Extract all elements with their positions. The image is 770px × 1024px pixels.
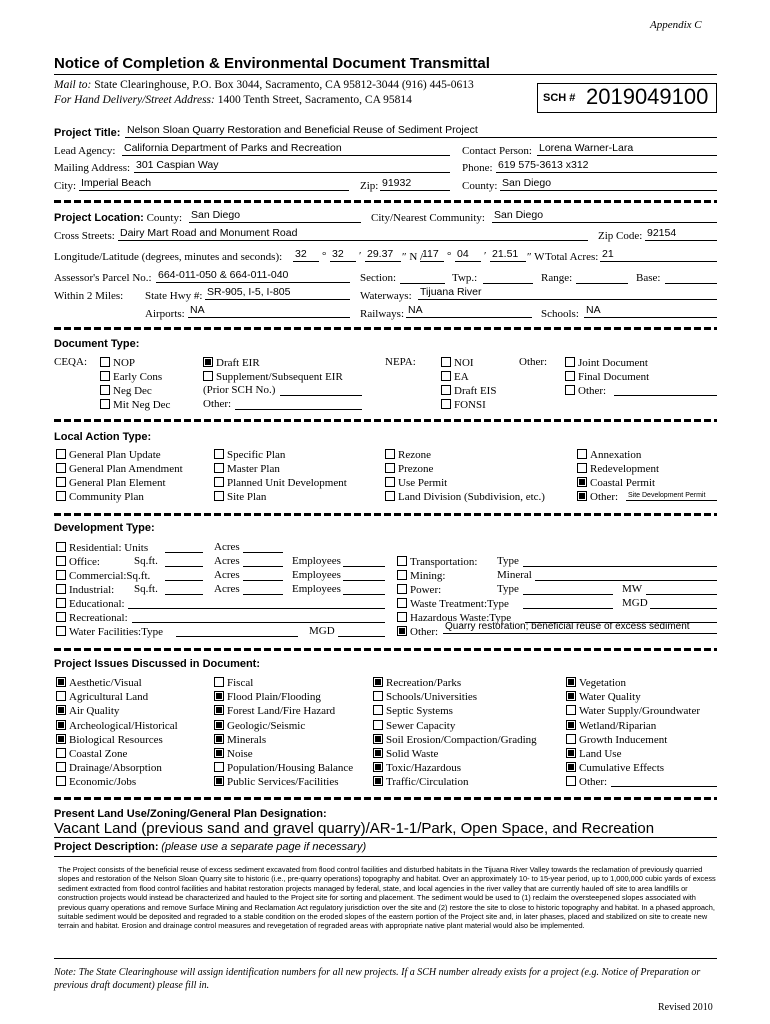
issue-label: Vegetation <box>579 677 627 689</box>
mitneg-option[interactable]: Mit Neg Dec <box>100 399 170 411</box>
sec-w: ″ W <box>527 251 545 263</box>
note-text: Note: The State Clearinghouse will assign identification numbers for all new projects. If a SCH number already exists for a project (e.g. Notice of Preparation or previous draft document) please fill in. <box>54 967 701 991</box>
dev-mineral-label: Mineral <box>497 569 532 581</box>
lead-agency-field[interactable]: California Department of Parks and Recreation <box>122 143 450 156</box>
checkbox[interactable] <box>566 677 576 687</box>
drafteir-option[interactable]: Draft EIR <box>203 357 260 369</box>
mailing-label: Mailing Address: <box>54 162 131 174</box>
description-heading: Project Description: (please use a separate page if necessary) <box>54 841 367 853</box>
issue-label: Water Supply/Groundwater <box>579 705 700 718</box>
landuse-label: Present Land Use/Zoning/General Plan Designation: <box>54 808 327 820</box>
description-rule <box>54 856 717 857</box>
dev-recreational[interactable]: Recreational: <box>56 612 128 624</box>
issue-label: Population/Housing Balance <box>227 762 354 775</box>
local-action-label: Local Action Type: <box>54 431 152 443</box>
title-rule <box>54 74 717 75</box>
phone-label: Phone: <box>462 162 493 174</box>
zip-label: Zip: <box>360 180 379 192</box>
acres-label: Total Acres: <box>545 251 599 263</box>
la-use-permit[interactable]: Use Permit <box>385 477 447 489</box>
la-rezone[interactable]: Rezone <box>385 449 431 461</box>
drafteis-option[interactable]: Draft EIS <box>441 385 496 397</box>
issue-noise[interactable] <box>214 748 253 760</box>
issue-water-quality[interactable] <box>566 691 641 703</box>
hwy-field[interactable]: SR-905, I-5, I-805 <box>205 287 350 300</box>
doc-type-label: Document Type: <box>54 338 140 350</box>
issue-geologic-seismic[interactable] <box>214 720 305 732</box>
dev-office-acres-field[interactable] <box>243 566 283 567</box>
base-label: Base: <box>636 272 661 284</box>
checkbox[interactable] <box>214 762 224 772</box>
dev-ind-sqft-field[interactable] <box>165 594 203 595</box>
lon-sec-field[interactable]: 21.51 <box>490 249 526 262</box>
ceqa-other-field[interactable] <box>235 409 362 410</box>
dev-office-sqft-field[interactable] <box>165 566 203 567</box>
issue-label: Drainage/Absorption <box>69 762 162 775</box>
sch-box <box>537 83 717 113</box>
issue-forest-land-fire-hazard[interactable] <box>214 705 335 717</box>
issue-minerals[interactable] <box>214 734 266 746</box>
dev-employees-label: Employees <box>292 583 341 595</box>
checkbox[interactable] <box>566 762 576 772</box>
dev-waste[interactable]: Waste Treatment:Type <box>397 598 509 610</box>
checkbox[interactable] <box>56 776 66 786</box>
checkbox[interactable] <box>566 705 576 715</box>
divider <box>54 648 717 651</box>
section-field[interactable] <box>400 283 445 284</box>
footer-rule <box>54 958 717 959</box>
issue-label: Flood Plain/Flooding <box>227 691 321 704</box>
issue-coastal-zone[interactable] <box>56 748 127 760</box>
dev-ind-acres-field[interactable] <box>243 594 283 595</box>
base-field[interactable] <box>665 283 717 284</box>
issue-label: Economic/Jobs <box>69 776 137 789</box>
mailing-field[interactable]: 301 Caspian Way <box>134 160 450 173</box>
issue-label: Forest Land/Fire Hazard <box>227 705 336 718</box>
issue-label: Solid Waste <box>386 748 439 760</box>
issue-label: Wetland/Riparian <box>579 719 657 732</box>
issue-agricultural-land[interactable] <box>56 691 148 703</box>
issue-label: Sewer Capacity <box>386 719 456 732</box>
dev-mw-field[interactable] <box>646 594 717 595</box>
divider <box>54 513 717 516</box>
dev-industrial[interactable]: Industrial: <box>56 584 114 596</box>
checkbox[interactable] <box>214 776 224 786</box>
dev-comm-sqft-field[interactable] <box>165 580 203 581</box>
contact-label: Contact Person: <box>462 145 532 157</box>
dev-power[interactable]: Power: <box>397 584 441 596</box>
checkbox[interactable] <box>566 691 576 701</box>
la-land-division[interactable]: Land Division (Subdivision, etc.) <box>385 491 545 503</box>
nop-option[interactable]: NOP <box>100 357 135 369</box>
appendix-label: Appendix C <box>650 19 702 31</box>
ceqa-label: CEQA: <box>54 356 87 368</box>
dev-mgd-label: MGD <box>622 597 648 609</box>
dev-mining[interactable]: Mining: <box>397 570 445 582</box>
issue-drainage-absorption[interactable] <box>56 762 162 774</box>
waterways-field[interactable]: Tijuana River <box>418 287 717 300</box>
issue-label: Land Use <box>579 748 622 760</box>
sch-label: SCH # <box>543 92 576 104</box>
issue-air-quality[interactable] <box>56 705 119 717</box>
dev-acres-label: Acres <box>214 555 240 567</box>
la-site-plan[interactable]: Site Plan <box>214 491 266 503</box>
issue-vegetation[interactable] <box>566 677 626 689</box>
checkbox[interactable] <box>56 748 66 758</box>
issue-traffic-circulation[interactable] <box>373 776 469 788</box>
dev-employees-label: Employees <box>292 555 341 567</box>
ea-option[interactable]: EA <box>441 371 469 383</box>
dev-units-field[interactable] <box>165 552 203 553</box>
dev-edu-field[interactable] <box>128 608 385 609</box>
issue-label: Toxic/Hazardous <box>386 762 461 775</box>
cross-label: Cross Streets: <box>54 230 115 242</box>
location-county-field[interactable]: San Diego <box>189 210 361 223</box>
dev-commercial[interactable]: Commercial:Sq.ft. <box>56 570 150 582</box>
latlong-label: Longitude/Latitude (degrees, minutes and seconds): <box>54 251 283 263</box>
la-other[interactable]: Other: <box>577 491 618 503</box>
lat-sec-field[interactable]: 29.37 <box>365 249 401 262</box>
issue-label: Minerals <box>227 733 267 746</box>
issue-toxic-hazardous[interactable] <box>373 762 461 774</box>
dev-other[interactable]: Other: <box>397 626 438 638</box>
dev-mgd-field[interactable] <box>338 636 385 637</box>
issue-label: Air Quality <box>69 705 120 718</box>
la-general-plan-element[interactable]: General Plan Element <box>56 477 166 489</box>
checkbox[interactable] <box>56 677 66 687</box>
dev-comm-emp-field[interactable] <box>343 580 385 581</box>
checkbox[interactable] <box>373 748 383 758</box>
issue-recreation-parks[interactable] <box>373 677 461 689</box>
issue-label: Coastal Zone <box>69 748 128 760</box>
issue-label: Soil Erosion/Compaction/Grading <box>386 733 537 746</box>
issue-label: Agricultural Land <box>69 691 149 704</box>
zipcode-field[interactable]: 92154 <box>645 228 717 241</box>
airports-field[interactable]: NA <box>188 305 350 318</box>
issue-sewer-capacity[interactable] <box>373 720 455 732</box>
divider <box>54 327 717 330</box>
community-label: City/Nearest Community: <box>371 212 485 224</box>
negdec-option[interactable]: Neg Dec <box>100 385 152 397</box>
railways-label: Railways: <box>360 308 404 320</box>
issues-label: Project Issues Discussed in Document: <box>54 658 261 670</box>
dev-rec-field[interactable] <box>132 622 385 623</box>
other-label: Other: <box>519 356 548 368</box>
dev-hazardous[interactable]: Hazardous Waste:Type <box>397 612 511 624</box>
dev-mgd-label: MGD <box>309 625 335 637</box>
deg-sym: ° <box>322 250 327 262</box>
dev-sqft-label: Sq.ft. <box>134 555 158 567</box>
cross-field[interactable]: Dairy Mart Road and Monument Road <box>118 228 588 241</box>
fonsi-option[interactable]: FONSI <box>441 399 486 411</box>
issue-fiscal[interactable] <box>214 677 253 689</box>
checkbox[interactable] <box>566 720 576 730</box>
lon-min-field[interactable]: 04 <box>455 249 481 262</box>
early-option[interactable]: Early Cons <box>100 371 162 383</box>
dev-acres-label: Acres <box>214 569 240 581</box>
issue-label: Aesthetic/Visual <box>69 677 142 689</box>
city-label: City: <box>54 180 77 192</box>
la-pud[interactable]: Planned Unit Development <box>214 477 347 489</box>
divider <box>54 419 717 422</box>
project-location: Project Location: County: <box>54 212 183 224</box>
parcel-field[interactable]: 664-011-050 & 664-011-040 <box>156 270 350 283</box>
checkbox[interactable] <box>214 734 224 744</box>
checkbox[interactable] <box>214 691 224 701</box>
form-title: Notice of Completion & Environmental Document Transmittal <box>54 55 490 72</box>
dev-mw-label: MW <box>622 583 643 595</box>
checkbox[interactable] <box>56 705 66 715</box>
issue-label: Recreation/Parks <box>386 677 462 689</box>
dev-trans-field[interactable] <box>523 566 717 567</box>
parcel-label: Assessor's Parcel No.: <box>54 272 152 284</box>
within-label: Within 2 Miles: <box>54 290 124 302</box>
community-field[interactable]: San Diego <box>492 210 717 223</box>
range-field[interactable] <box>576 283 628 284</box>
checkbox[interactable] <box>373 734 383 744</box>
issue-label: Fiscal <box>227 677 254 689</box>
dev-type-label: Type <box>497 555 519 567</box>
dev-educational[interactable]: Educational: <box>56 598 125 610</box>
checkbox[interactable] <box>373 677 383 687</box>
checkbox[interactable] <box>214 677 224 687</box>
mail-to: Mail to: State Clearinghouse, P.O. Box 3044, Sacramento, CA 95812-3044 (916) 445-0613 <box>54 79 474 91</box>
checkbox[interactable] <box>373 705 383 715</box>
checkbox[interactable] <box>56 720 66 730</box>
dev-waste-mgd-field[interactable] <box>650 608 717 609</box>
city-field[interactable]: Imperial Beach <box>79 178 349 191</box>
la-community-plan[interactable]: Community Plan <box>56 491 144 503</box>
phone-field[interactable]: 619 575-3613 x312 <box>496 160 717 173</box>
airports-label: Airports: <box>145 308 185 320</box>
project-title-field[interactable]: Nelson Sloan Quarry Restoration and Beneficial Reuse of Sediment Project <box>125 125 717 138</box>
issue-population-housing-balance[interactable] <box>214 762 353 774</box>
contact-field[interactable]: Lorena Warner-Lara <box>537 143 717 156</box>
issue-label: Noise <box>227 748 253 760</box>
issue-label: Traffic/Circulation <box>386 776 469 789</box>
issue-label: Archeological/Historical <box>69 719 178 732</box>
dev-power-field[interactable] <box>523 594 613 595</box>
acres-field[interactable]: 21 <box>600 249 717 262</box>
issue-other-field[interactable] <box>611 786 717 787</box>
dev-water-field[interactable] <box>176 636 298 637</box>
supplement-option[interactable]: Supplement/Subsequent EIR <box>203 371 343 383</box>
county-label: County: <box>462 180 498 192</box>
ceqa-other-label: Other: <box>203 398 232 410</box>
other2-option[interactable]: Other: <box>565 385 606 397</box>
railways-field[interactable]: NA <box>406 305 532 318</box>
prior-field[interactable] <box>280 395 362 396</box>
dev-residential[interactable]: Residential: Units <box>56 542 148 554</box>
la-redevelopment[interactable]: Redevelopment <box>577 463 659 475</box>
issue-soil-erosion-compaction-grading[interactable] <box>373 734 537 746</box>
issue-schools-universities[interactable] <box>373 691 477 703</box>
zipcode-label: Zip Code: <box>598 230 643 242</box>
checkbox[interactable] <box>214 705 224 715</box>
other2-field[interactable] <box>614 395 717 396</box>
checkbox[interactable] <box>56 762 66 772</box>
final-option[interactable]: Final Document <box>565 371 649 383</box>
issue-growth-inducement[interactable] <box>566 734 667 746</box>
twp-field[interactable] <box>483 283 533 284</box>
la-prezone[interactable]: Prezone <box>385 463 433 475</box>
issue-label: Geologic/Seismic <box>227 719 306 732</box>
project-title-label: Project Title: <box>54 127 121 139</box>
section-label: Section: <box>360 272 397 284</box>
min-sym-2: ′ <box>484 250 487 262</box>
zip-field[interactable]: 91932 <box>380 178 450 191</box>
checkbox[interactable] <box>214 748 224 758</box>
twp-label: Twp.: <box>452 272 478 284</box>
issue-aesthetic-visual[interactable] <box>56 677 142 689</box>
description-text[interactable]: The Project consists of the beneficial reuse of excess sediment excavated from flood control facilities and disturbed habitats in the Tijuana River Valley towards the reclamation of previously quarried slopes and restoration of the Nelson Sloan Quarry site to historic (i.e., pre-quarry operations) topography and habitat. Over an approximately 10- to 15-year period, up to 1,000,000 cubic yards of excess sediment extracted from flood control facilities and habitat restoration projects managed by federal, state, and local agencies in the river valley that are currently hauled off site to area landfills or construction projects would instead be characterized and hauled to the Project site for sorting and placement. The sediment would be used to (1) reclaim the oversteepened slopes associated with previous quarry operations and remove Surface Mining and Reclamation Act regulatory jurisdiction over the site and (2) restore the site to close to historic topography and habitat. In a phased approach, suitable sediment would be deposited and regraded to a stable condition on the eroded slopes of the eastern portion of the Project site and, in later phases, placed and stabilized on site to create new terrain and habitat. Erosion and drainage control measures and revegetation of regraded areas with appropriate native plant material would also be implemented. <box>58 865 716 931</box>
la-general-plan-amendment[interactable]: General Plan Amendment <box>56 463 183 475</box>
issue-label: Public Services/Facilities <box>227 776 339 789</box>
checkbox[interactable] <box>373 691 383 701</box>
dev-acres-label: Acres <box>214 541 240 553</box>
la-specific-plan[interactable]: Specific Plan <box>214 449 285 461</box>
dev-other-field[interactable]: Quarry restoration; beneficial reuse of excess sediment <box>443 622 717 634</box>
issue-land-use[interactable] <box>566 748 621 760</box>
issue-label: Septic Systems <box>386 705 453 718</box>
dev-office[interactable]: Office: <box>56 556 100 568</box>
la-annexation[interactable]: Annexation <box>577 449 641 461</box>
issue-wetland-riparian[interactable] <box>566 720 656 732</box>
dev-acres-label: Acres <box>214 583 240 595</box>
issue-label: Water Quality <box>579 691 641 704</box>
lead-agency-label: Lead Agency: <box>54 145 116 157</box>
issue-economic-jobs[interactable] <box>56 776 136 788</box>
issue-other[interactable] <box>566 776 607 788</box>
dev-waste-field[interactable] <box>523 608 613 609</box>
dev-ind-emp-field[interactable] <box>343 594 385 595</box>
la-other-field[interactable]: Site Development Permit <box>626 490 717 501</box>
dev-office-emp-field[interactable] <box>343 566 385 567</box>
range-label: Range: <box>541 272 573 284</box>
landuse-field[interactable]: Vacant Land (previous sand and gravel quarry)/AR-1-1/Park, Open Space, and Recreation <box>54 821 717 838</box>
issue-cumulative-effects[interactable] <box>566 762 664 774</box>
issue-biological-resources[interactable] <box>56 734 163 746</box>
issue-label: Schools/Universities <box>386 691 478 704</box>
checkbox[interactable] <box>373 762 383 772</box>
dev-mining-field[interactable] <box>535 580 717 581</box>
checkbox[interactable] <box>56 734 66 744</box>
development-label: Development Type: <box>54 522 155 534</box>
dev-acres-field[interactable] <box>243 552 283 553</box>
lat-min-field[interactable]: 32 <box>330 249 356 262</box>
checkbox[interactable] <box>214 720 224 730</box>
checkbox[interactable] <box>373 776 383 786</box>
checkbox[interactable] <box>566 734 576 744</box>
hwy-label: State Hwy #: <box>145 290 203 302</box>
checkbox[interactable] <box>56 691 66 701</box>
lat-deg-field[interactable]: 32 <box>293 249 319 262</box>
deg-sym-2: ° <box>447 250 452 262</box>
checkbox[interactable] <box>566 776 576 786</box>
la-master-plan[interactable]: Master Plan <box>214 463 280 475</box>
checkbox[interactable] <box>373 720 383 730</box>
hand-delivery: For Hand Delivery/Street Address: 1400 Tenth Street, Sacramento, CA 95814 <box>54 94 412 106</box>
sch-number[interactable]: 2019049100 <box>586 84 709 109</box>
issue-archeological-historical[interactable] <box>56 720 178 732</box>
dev-transportation[interactable]: Transportation: <box>397 556 477 568</box>
dev-type-label: Type <box>497 583 519 595</box>
la-general-plan-update[interactable]: General Plan Update <box>56 449 161 461</box>
min-sym: ′ <box>359 250 362 262</box>
issue-label: Cumulative Effects <box>579 762 665 775</box>
divider <box>54 200 717 203</box>
checkbox[interactable] <box>566 748 576 758</box>
divider <box>54 797 717 800</box>
issue-flood-plain-flooding[interactable] <box>214 691 321 703</box>
dev-water[interactable]: Water Facilities:Type <box>56 626 163 638</box>
issue-label: Biological Resources <box>69 733 163 746</box>
schools-label: Schools: <box>541 308 579 320</box>
dev-sqft-label: Sq.ft. <box>134 583 158 595</box>
issue-solid-waste[interactable] <box>373 748 438 760</box>
issue-septic-systems[interactable] <box>373 705 453 717</box>
issue-public-services-facilities[interactable] <box>214 776 339 788</box>
county-field[interactable]: San Diego <box>500 178 717 191</box>
dev-employees-label: Employees <box>292 569 341 581</box>
schools-field[interactable]: NA <box>584 305 717 318</box>
noi-option[interactable]: NOI <box>441 357 474 369</box>
dev-comm-acres-field[interactable] <box>243 580 283 581</box>
issue-label: Other: <box>579 776 608 789</box>
issue-water-supply-groundwater[interactable] <box>566 705 700 717</box>
la-coastal-permit[interactable]: Coastal Permit <box>577 477 655 489</box>
prior-label: (Prior SCH No.) <box>203 384 276 396</box>
waterways-label: Waterways: <box>360 290 412 302</box>
joint-option[interactable]: Joint Document <box>565 357 648 369</box>
nepa-label: NEPA: <box>385 356 416 368</box>
lon-deg-field[interactable]: 117 <box>420 249 444 262</box>
issue-label: Growth Inducement <box>579 733 668 746</box>
revised-label: Revised 2010 <box>658 1002 713 1013</box>
sec-n: ″ N / <box>402 251 424 263</box>
